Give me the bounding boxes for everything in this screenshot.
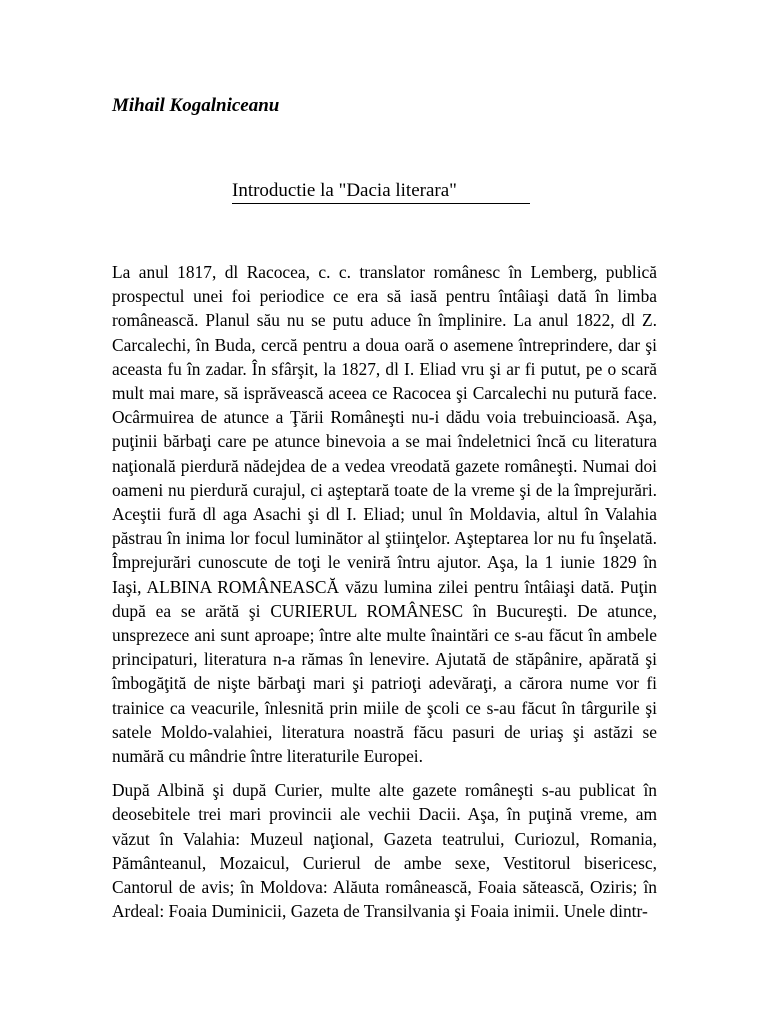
- author-name: Mihail Kogalniceanu: [112, 95, 280, 116]
- document-title: Introductie la "Dacia literara": [232, 179, 530, 204]
- paragraph: După Albină şi după Curier, multe alte gazete româneşti s-au publicat în deosebitele trei mari provincii ale vechii Dacii. Aşa, în puţină vreme, am văzut în Valahia: Muzeul naţional, Gazeta teatrului, Curiozul, Romania, Pământeanul, Mozaicul, Curierul de ambe sexe, Vestitorul bisericesc, Cantorul de avis; în Moldova: Alăuta românească, Foaia sătească, Oziris; în Ardeal: Foaia Duminicii, Gazeta de Transilvania şi Foaia inimii. Unele dintr-: [112, 780, 657, 922]
- paragraph: La anul 1817, dl Racocea, c. c. translator românesc în Lemberg, publică prospectul unei foi periodice ce era să iasă pentru întâiaşi dată în limba românească. Planul său nu se putu aduce în împlinire. La anul 1822, dl Z. Carcalechi, în Buda, cercă pentru a doua oară o asemene întreprindere, dar şi aceasta fu în zadar. În sfârşit, la 1827, dl I. Eliad vru şi ar fi putut, pe o scară mult mai mare, să isprăvească aceea ce Racocea şi Carcalechi nu putură face. Ocârmuirea de atunce a Ţării Româneşti nu-i dădu voia trebuincioasă. Aşa, puţinii bărbaţi care pe atunce binevoia a se mai îndeletnici încă cu literatura naţională pierdură nădejdea de a vedea vreodată gazete româneşti. Numai doi oameni nu pierdură curajul, ci aşteptară toate de la vreme şi de la împrejurări. Aceştii fură dl aga Asachi şi dl I. Eliad; unul în Moldavia, altul în Valahia păstrau în inima lor focul luminător al ştiinţelor. Aşteptarea lor nu fu înşelată. Împrejurări cunoscute de toţi le veniră întru ajutor. Aşa, la 1 iunie 1829 în Iaşi, ALBINA ROMÂNEASCĂ văzu lumina zilei pentru întâiaşi dată. Puţin după ea se arătă şi CURIERUL ROMÂNESC în Bucureşti. De atunce, unsprezece ani sunt aproape; între alte multe înaintări ce s-au făcut în ambele principaturi, literatura n-a rămas în lenevire. Ajutată de stăpânire, apărată şi îmbogăţită de nişte bărbaţi mari şi patrioţi adevăraţi, a cărora nume vor fi trainice ca veacurile, înlesnită prin miile de şcoli ce s-au făcut în târgurile şi satele Moldo-valahiei, literatura noastră făcu pasuri de uriaş şi astăzi se numără cu mândrie între literaturile Europei.: [112, 262, 657, 767]
- body-text: [112, 260, 657, 933]
